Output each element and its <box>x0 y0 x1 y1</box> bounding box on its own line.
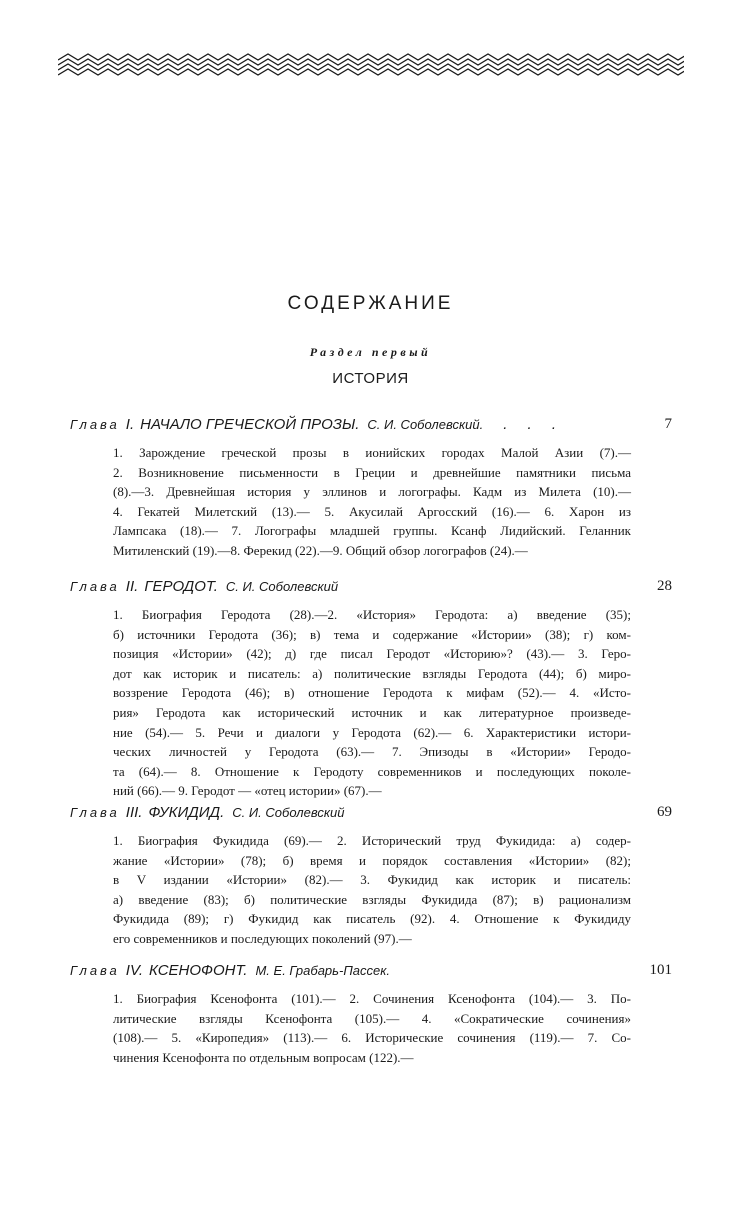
contents-line: (108).— 5. «Киропедия» (113).— 6. Исторические сочинения (119).— 7. Со- <box>113 1030 631 1046</box>
contents-line: Фукидида (89); г) Фукидид как писатель (92). 4. Отношение к Фукидиду <box>113 911 631 927</box>
chapter-author: М. Е. Грабарь-Пассек. <box>255 963 390 978</box>
contents-line: 4. Гекатей Милетский (13).— 5. Акусилай Аргосский (16).— 6. Харон из <box>113 503 631 519</box>
contents-line: ний (66).— 9. Геродот — «отец истории» (67).— <box>113 783 382 799</box>
chapter-contents <box>113 831 631 949</box>
chapter-page-number[interactable]: 7 <box>664 416 672 432</box>
contents-line: 1. Биография Фукидида (69).— 2. Исторический труд Фукидида: а) содер- <box>113 833 631 848</box>
chapter-page-number[interactable]: 28 <box>657 578 672 594</box>
chapter-contents <box>113 605 631 801</box>
section-label: Раздел первый <box>309 345 432 359</box>
chapter-word: Глава <box>70 963 120 978</box>
contents-line: рия» Геродота как исторический источник и как литературное произведе- <box>113 704 631 720</box>
chapter-page-number[interactable]: 101 <box>649 962 672 978</box>
chapter-number: II. <box>125 578 139 595</box>
chapter-contents <box>113 443 631 561</box>
chapter-name: ФУКИДИД. <box>148 804 225 821</box>
contents-line: б) источники Геродота (36); в) тема и содержание «Истории» (38); г) ком- <box>113 626 631 642</box>
contents-line: жание «Истории» (78); б) время и порядок составления «Истории» (82); <box>113 852 631 868</box>
contents-line: (8).—3. Древнейшая история у эллинов и логографы. Кадм из Милета (10).— <box>113 484 631 500</box>
chapter-heading[interactable] <box>70 578 338 595</box>
contents-line: ние (54).— 5. Речи и диалоги у Геродота (62).— 6. Характеристики истори- <box>113 724 631 740</box>
contents-line: позиция «Истории» (42); д) где писал Геродот «Историю»? (43).— 3. Геро- <box>113 646 631 662</box>
chapter-contents <box>113 989 631 1067</box>
contents-line: 1. Зарождение греческой прозы в ионийских городах Малой Азии (7).— <box>113 445 631 460</box>
contents-line: та (64).— 8. Отношение к Геродоту современников и последующих поколе- <box>113 763 631 779</box>
contents-line: 2. Возникновение письменности в Греции и древнейшие памятники письма <box>113 464 631 480</box>
ornamental-border <box>58 52 684 78</box>
contents-line: Лампсака (18).— 7. Логографы младшей группы. Ксанф Лидийский. Геланник <box>113 523 631 539</box>
chapter-author: С. И. Соболевский. <box>367 417 484 432</box>
toc-title: СОДЕРЖАНИЕ <box>287 293 454 314</box>
contents-line: ческих личностей у Геродота (63).— 7. Эпизоды в «Истории» Геродо- <box>113 744 631 760</box>
contents-line: 1. Биография Геродота (28).—2. «История» Геродота: а) введение (35); <box>113 607 631 622</box>
contents-line: чинения Ксенофонта по отдельным вопросам (122).— <box>113 1049 414 1065</box>
section-title: ИСТОРИЯ <box>332 370 409 387</box>
chapter-word: Глава <box>70 805 120 820</box>
chapter-word: Глава <box>70 417 120 432</box>
contents-line: литические взгляды Ксенофонта (105).— 4. «Сократические сочинения» <box>113 1010 631 1026</box>
chapter-number: IV. <box>125 962 144 979</box>
chapter-heading[interactable] <box>70 804 344 821</box>
contents-line: дот как историк и писатель: а) политические взгляды Геродота (44); б) миро- <box>113 665 631 681</box>
contents-line: а) введение (83); б) политические взгляды Фукидида (87); в) рационализм <box>113 891 631 907</box>
chapter-heading[interactable] <box>70 416 564 433</box>
chapter-author: С. И. Соболевский <box>225 579 339 594</box>
chapter-name: ГЕРОДОТ. <box>144 578 218 595</box>
chapter-number: III. <box>125 804 143 821</box>
contents-line: воззрение Геродота (46); в) отношение Геродота к мифам (52).— 4. «Исто- <box>113 685 631 701</box>
chapter-number: I. <box>125 416 135 433</box>
chapter-name: КСЕНОФОНТ. <box>149 962 248 979</box>
chapter-leader-dots: . . . <box>503 416 565 433</box>
chapter-heading[interactable] <box>70 962 390 979</box>
contents-line: в V издании «Истории» (82).— 3. Фукидид как историк и писатель: <box>113 872 631 888</box>
chapter-author: С. И. Соболевский <box>232 805 345 820</box>
chapter-name: НАЧАЛО ГРЕЧЕСКОЙ ПРОЗЫ. <box>140 416 360 433</box>
contents-line: Митиленский (19).—8. Ферекид (22).—9. Общий обзор логографов (24).— <box>113 542 528 558</box>
contents-line: 1. Биография Ксенофонта (101).— 2. Сочинения Ксенофонта (104).— 3. По- <box>113 991 631 1006</box>
chapter-word: Глава <box>70 579 120 594</box>
chapter-page-number[interactable]: 69 <box>657 804 672 820</box>
contents-line: его современников и последующих поколений (97).— <box>113 930 412 946</box>
